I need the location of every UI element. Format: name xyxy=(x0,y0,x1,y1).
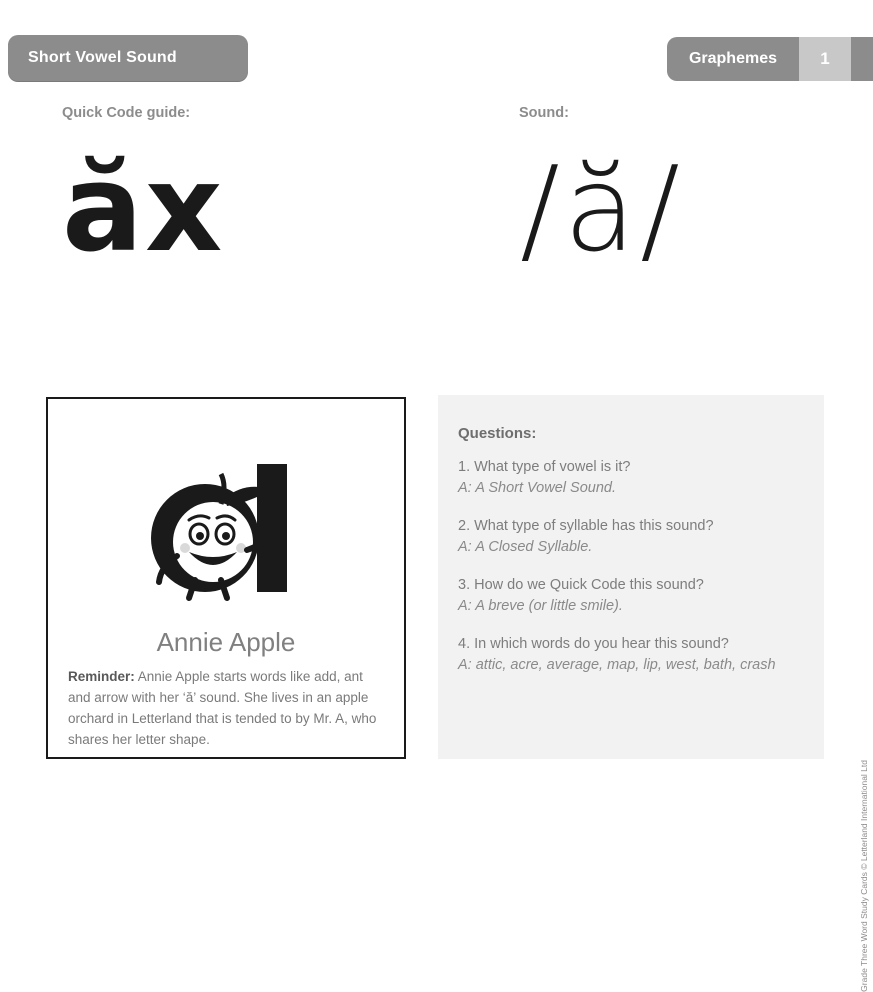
character-name: Annie Apple xyxy=(156,627,296,657)
answer-text: A: A Closed Syllable. xyxy=(458,539,593,556)
sound-label: Sound: xyxy=(519,105,569,121)
qa-item xyxy=(458,575,808,617)
graphemes-bar xyxy=(667,37,873,81)
character-card xyxy=(46,397,406,759)
graphemes-label: Graphemes xyxy=(667,37,799,81)
answer-text: A: attic, acre, average, map, lip, west, bath, crash xyxy=(458,657,776,674)
quick-code-guide-label: Quick Code guide: xyxy=(62,105,191,121)
reminder-text: Annie Apple starts words like add, ant and arrow with her ‘ă’ sound. She lives in an apple orchard in Letterland that is tended to by Mr. A, who shares her letter shape. xyxy=(68,669,377,747)
questions-list xyxy=(458,457,808,693)
reminder-label: Reminder: xyxy=(68,669,135,684)
answer-text: A: A Short Vowel Sound. xyxy=(458,480,616,497)
qa-item xyxy=(458,516,808,558)
questions-panel xyxy=(438,395,824,759)
question-text: 4. In which words do you hear this sound? xyxy=(458,636,729,653)
answer-text: A: A breve (or little smile). xyxy=(458,598,623,615)
qa-item xyxy=(458,634,808,676)
question-text: 1. What type of vowel is it? xyxy=(458,459,631,475)
qa-item xyxy=(458,457,808,499)
title-tab xyxy=(8,35,248,81)
annie-apple-illustration xyxy=(48,443,404,613)
title-tab-label: Short Vowel Sound xyxy=(28,49,177,66)
graphemes-bar-tail xyxy=(851,37,873,81)
character-reminder xyxy=(68,667,386,751)
question-text: 2. What type of syllable has this sound? xyxy=(458,518,714,535)
sound-glyph: /ă/ xyxy=(520,140,684,278)
questions-title: Questions: xyxy=(458,425,537,442)
copyright-notice: Grade Three Word Study Cards © Letterland International Ltd xyxy=(859,760,869,992)
annie-apple-icon xyxy=(121,446,331,611)
quick-code-glyph: ăx xyxy=(62,140,225,279)
graphemes-number: 1 xyxy=(799,37,851,81)
question-text: 3. How do we Quick Code this sound? xyxy=(458,577,704,594)
